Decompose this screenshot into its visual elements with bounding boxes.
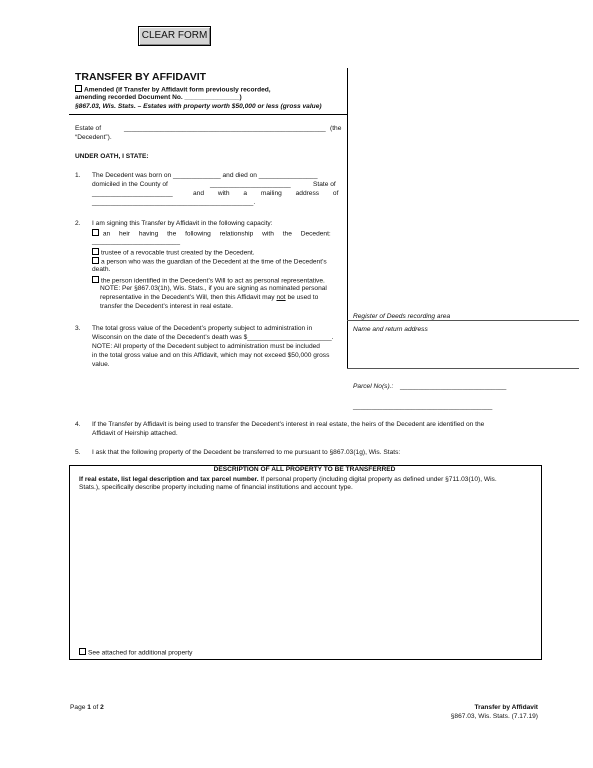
estate-prefix: Estate of bbox=[75, 125, 102, 132]
estate-line-2: “Decedent”). bbox=[75, 134, 112, 141]
amended-checkbox[interactable] bbox=[75, 85, 82, 92]
county-field[interactable]: ______________________ bbox=[210, 181, 291, 188]
item-4-line-2: Affidavit of Heirship attached. bbox=[92, 430, 178, 437]
amended-line-2: amending recorded Document No. _______________) bbox=[75, 94, 242, 101]
item-1-number: 1. bbox=[75, 172, 81, 179]
estate-name-field[interactable]: _______________________________________________________ bbox=[124, 125, 326, 132]
item-2-line-1: I am signing this Transfer by Affidavit in the following capacity: bbox=[92, 220, 273, 227]
guardian-line-2: death. bbox=[92, 266, 111, 273]
item-5-number: 5. bbox=[75, 449, 81, 456]
register-of-deeds-label: Register of Deeds recording area bbox=[353, 313, 451, 320]
guardian-checkbox[interactable] bbox=[92, 257, 99, 264]
oath-heading: UNDER OATH, I STATE: bbox=[75, 153, 149, 160]
amended-line-1: Amended (if Transfer by Affidavit form previously recorded, bbox=[75, 85, 271, 95]
parcel-label: Parcel No(s).: bbox=[353, 383, 394, 390]
state-label: State of bbox=[313, 181, 336, 188]
mailing-address-field[interactable]: ____________________________________________. bbox=[92, 199, 256, 206]
clear-form-button[interactable]: CLEAR FORM bbox=[138, 26, 211, 46]
will-note-2: representative in the Decedent’s Will, then this Affidavit may not be used to bbox=[100, 294, 319, 301]
will-checkbox[interactable] bbox=[92, 276, 99, 283]
parcel-field-2[interactable]: ______________________________________ bbox=[353, 403, 493, 410]
header-divider bbox=[69, 114, 348, 115]
item-3-line-4: in the total gross value and on this Affidavit, which may not exceed $50,000 gross bbox=[92, 352, 330, 359]
will-note-1: NOTE: Per §867.03(1h), Wis. Stats., if you are signing as nominated personal bbox=[100, 285, 327, 292]
estate-suffix: (the bbox=[330, 125, 342, 132]
parcel-field[interactable]: _____________________________ bbox=[400, 383, 507, 390]
description-header: DESCRIPTION OF ALL PROPERTY TO BE TRANSFERRED bbox=[213, 466, 396, 473]
name-return-label: Name and return address bbox=[353, 326, 428, 333]
footer-form-title: Transfer by Affidavit bbox=[474, 704, 538, 711]
item-4-line-1: If the Transfer by Affidavit is being used to transfer the Decedent’s interest in real estate, the heirs of the Decedent are identified on the bbox=[92, 421, 485, 428]
relationship-field[interactable]: ________________________ bbox=[92, 238, 181, 245]
item-3-line-1: The total gross value of the Decedent’s property subject to administration in bbox=[92, 325, 313, 332]
see-attached-checkbox[interactable] bbox=[79, 648, 86, 655]
will-option: the person identified in the Decedent’s Will to act as personal representative. bbox=[92, 276, 325, 286]
heir-option: an heir having the following relationship with the Decedent: bbox=[92, 229, 344, 239]
guardian-option: a person who was the guardian of the Decedent at the time of the Decedent’s bbox=[92, 257, 327, 267]
gross-value-field[interactable]: Wisconsin on the date of the Decedent’s death was $_______________________. bbox=[92, 334, 334, 341]
trustee-option: trustee of a revocable trust created by the Decedent. bbox=[92, 248, 255, 258]
item-5-line-1: I ask that the following property of the Decedent be transferred to me pursuant to §867.03(1g), Wis. Stats: bbox=[92, 449, 401, 456]
description-instructions: If real estate, list legal description and tax parcel number. If personal property (including digital property as defined under §711.03(10), Wis. Stats.), specifically describe property including name of financial institutions and account type. bbox=[79, 476, 497, 492]
item-2-number: 2. bbox=[75, 220, 81, 227]
trustee-checkbox[interactable] bbox=[92, 248, 99, 255]
item-1-line-1[interactable]: The Decedent was born on _____________ and died on ________________ bbox=[92, 172, 318, 179]
mailing-address-label: and with a mailing address of bbox=[193, 190, 339, 197]
property-description-box[interactable] bbox=[69, 465, 542, 660]
statute-line: §867.03, Wis. Stats. – Estates with property worth $50,000 or less (gross value) bbox=[75, 103, 322, 110]
state-field[interactable]: ______________________ bbox=[92, 190, 173, 197]
page-number: Page 1 of 2 bbox=[70, 704, 104, 711]
column-divider bbox=[347, 68, 348, 368]
return-area-divider bbox=[347, 368, 579, 369]
see-attached-option: See attached for additional property bbox=[79, 648, 192, 658]
item-1-county-label: domiciled in the County of bbox=[92, 181, 168, 188]
item-3-line-5: value. bbox=[92, 361, 110, 368]
will-note-3: transfer the Decedent’s interest in real estate. bbox=[100, 303, 233, 310]
footer-form-ref: §867.03, Wis. Stats. (7.17.19) bbox=[450, 713, 538, 720]
form-title: TRANSFER BY AFFIDAVIT bbox=[75, 71, 207, 83]
heir-checkbox[interactable] bbox=[92, 229, 99, 236]
item-3-number: 3. bbox=[75, 325, 81, 332]
item-4-number: 4. bbox=[75, 421, 81, 428]
item-3-line-3: NOTE: All property of the Decedent subject to administration must be included bbox=[92, 343, 320, 350]
